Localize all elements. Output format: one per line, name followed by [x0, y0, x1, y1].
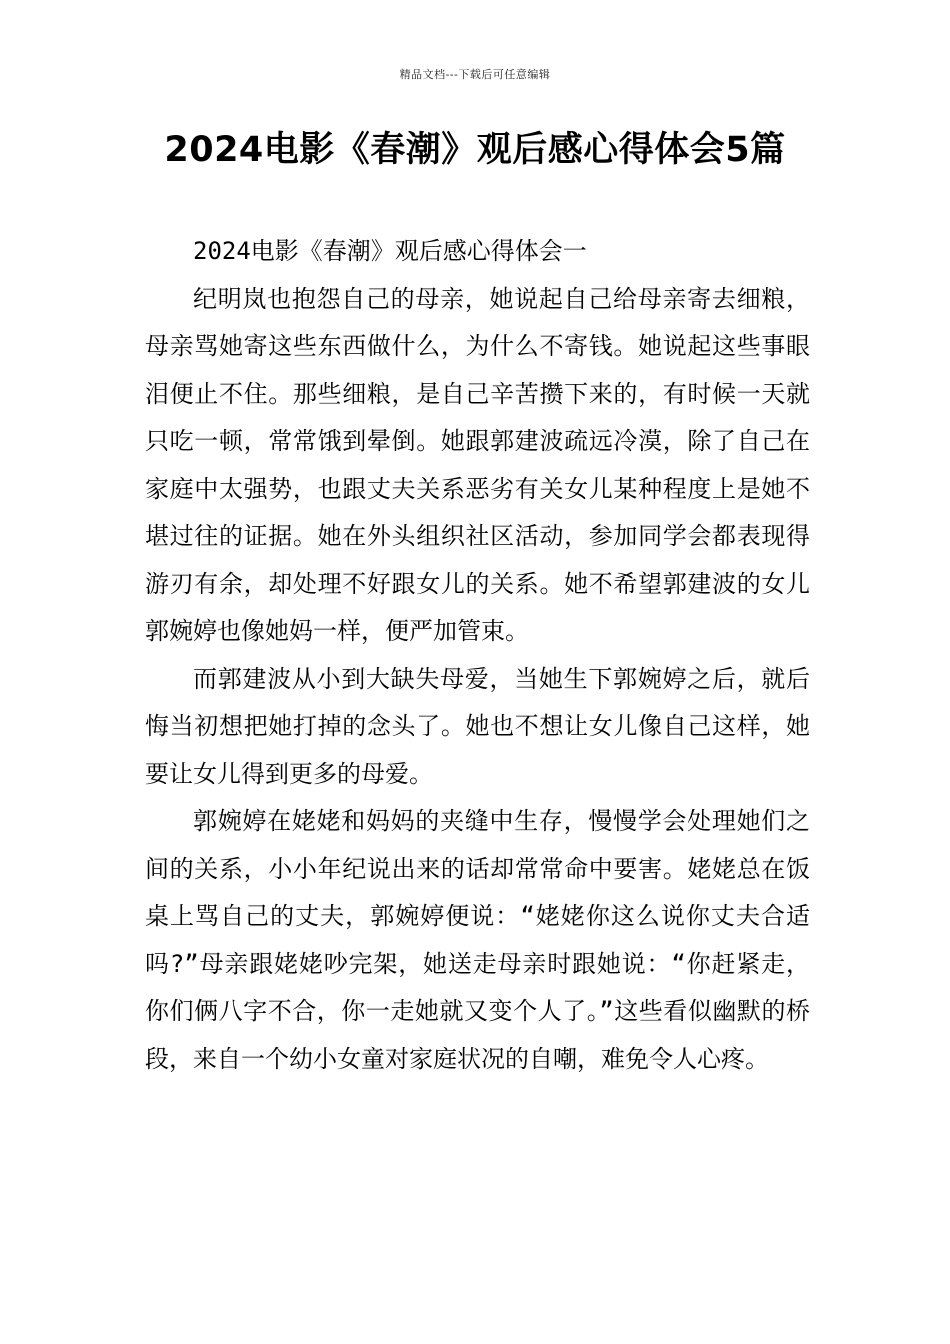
paragraph-3: 郭婉婷在姥姥和妈妈的夹缝中生存，慢慢学会处理她们之间的关系，小小年纪说出来的话却常常命中要害。姥姥总在饭桌上骂自己的丈夫，郭婉婷便说：“姥姥你这么说你丈夫合适吗?”母亲跟姥姥吵完架，她送走母亲时跟她说：“你赶紧走，你们俩八字不合，你一走她就又变个人了。”这些看似幽默的桥段，来自一个幼小女童对家庭状况的自嘲，难免令人心疼。: [145, 807, 810, 1073]
header-note: 精品文档---下载后可任意编辑: [399, 68, 551, 81]
paragraph-2: 而郭建波从小到大缺失母爱，当她生下郭婉婷之后，就后悔当初想把她打掉的念头了。她也不想让女儿像自己这样，她要让女儿得到更多的母爱。: [145, 664, 810, 788]
document-body: [145, 228, 810, 1083]
document-title: 2024电影《春潮》观后感心得体会5篇: [164, 130, 786, 170]
paragraph-1: 纪明岚也抱怨自己的母亲，她说起自己给母亲寄去细粮，母亲骂她寄这些东西做什么，为什么不寄钱。她说起这些事眼泪便止不住。那些细粮，是自己辛苦攒下来的，有时候一天就只吃一顿，常常饿到晕倒。她跟郭建波疏远冷漠，除了自己在家庭中太强势，也跟丈夫关系恶劣有关女儿某种程度上是她不堪过往的证据。她在外头组织社区活动，参加同学会都表现得游刃有余，却处理不好跟女儿的关系。她不希望郭建波的女儿郭婉婷也像她妈一样，便严加管束。: [145, 284, 810, 645]
section-subtitle: 2024电影《春潮》观后感心得体会一: [193, 237, 587, 265]
